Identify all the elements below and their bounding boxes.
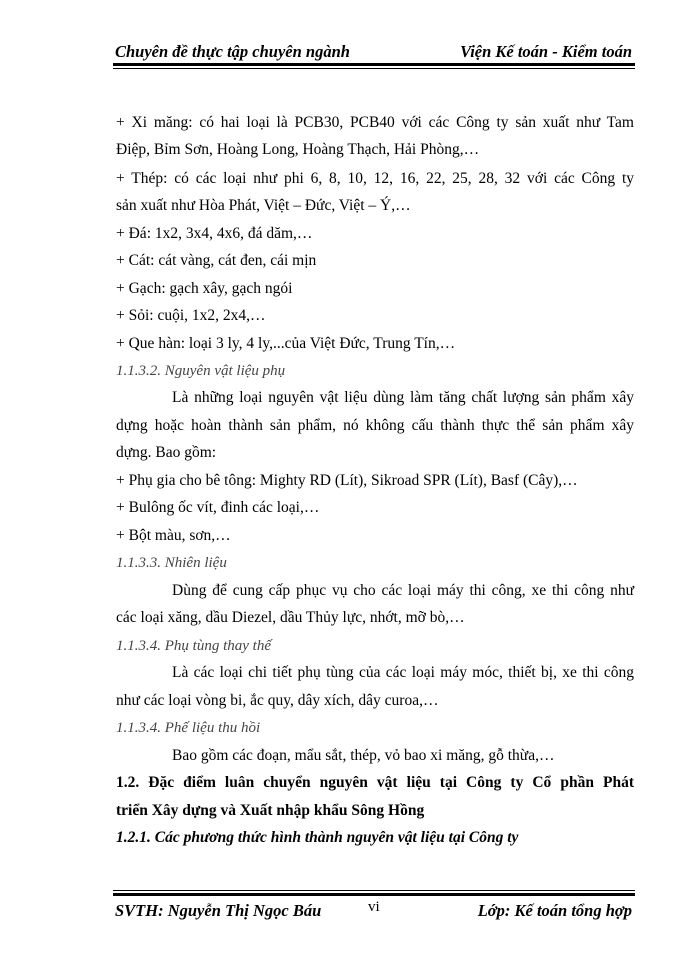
list-item: + Gạch: gạch xây, gạch ngói [116, 280, 293, 297]
list-item: + Bulông ốc vít, đinh các loại,… [116, 499, 320, 516]
header-right-title: Viện Kế toán - Kiểm toán [460, 42, 632, 61]
list-item: + Que hàn: loại 3 ly, 4 ly,...của Việt Đức, Trung Tín,… [116, 335, 456, 352]
section-heading: triển Xây dựng và Xuất nhập khẩu Sông Hồng [116, 802, 425, 819]
section-heading: 1.2. Đặc điểm luân chuyển nguyên vật liệu tại Công ty Cổ phần Phát [116, 774, 634, 791]
footer-student-name: SVTH: Nguyễn Thị Ngọc Báu [115, 901, 322, 920]
page-footer [113, 897, 635, 921]
paragraph-line: Là các loại chi tiết phụ tùng của các loại máy móc, thiết bị, xe thi công [172, 664, 634, 681]
list-item: + Bột màu, sơn,… [116, 527, 231, 544]
header-rule-thick [113, 63, 635, 66]
footer-rule-thick [113, 893, 635, 896]
subsection-heading: 1.1.3.4. Phế liệu thu hồi [116, 720, 261, 736]
subsection-heading: 1.1.3.3. Nhiên liệu [116, 555, 227, 571]
header-left-title: Chuyên đề thực tập chuyên ngành [115, 42, 350, 61]
paragraph-line: Điệp, Bỉm Sơn, Hoàng Long, Hoàng Thạch, Hải Phòng,… [116, 141, 480, 158]
subsection-heading: 1.2.1. Các phương thức hình thành nguyên vật liệu tại Công ty [116, 829, 519, 846]
paragraph-line: như các loại vòng bi, ắc quy, dây xích, dây curoa,… [116, 692, 439, 709]
paragraph-line: + Thép: có các loại như phi 6, 8, 10, 12, 16, 22, 25, 28, 32 với các Công ty [116, 170, 634, 187]
paragraph-line: Bao gồm các đoạn, mẩu sắt, thép, vỏ bao xi măng, gỗ thừa,… [172, 747, 555, 764]
header-rule-thin [113, 68, 635, 69]
subsection-heading: 1.1.3.4. Phụ tùng thay thế [116, 638, 271, 654]
paragraph-line: các loại xăng, dầu Diezel, dầu Thủy lực, nhớt, mỡ bò,… [116, 609, 465, 626]
list-item: + Phụ gia cho bê tông: Mighty RD (Lít), Sikroad SPR (Lít), Basf (Cây),… [116, 472, 578, 489]
list-item: + Sỏi: cuội, 1x2, 2x4,… [116, 307, 266, 324]
paragraph-line: dựng hoặc hoàn thành sản phẩm, nó không cấu thành thực thể sản phẩm xây [116, 417, 634, 434]
paragraph-line: Dùng để cung cấp phục vụ cho các loại máy thi công, xe thi công như [172, 582, 634, 599]
list-item: + Đá: 1x2, 3x4, 4x6, đá dăm,… [116, 225, 313, 242]
subsection-heading: 1.1.3.2. Nguyên vật liệu phụ [116, 363, 286, 379]
footer-class-name: Lớp: Kế toán tổng hợp [477, 901, 632, 920]
paragraph-line: dựng. Bao gồm: [116, 444, 217, 461]
page-number: vi [368, 899, 380, 915]
footer-rule-thin [113, 890, 635, 891]
paragraph-line: Là những loại nguyên vật liệu dùng làm tăng chất lượng sản phẩm xây [172, 389, 634, 406]
paragraph-line: sản xuất như Hòa Phát, Việt – Đức, Việt – Ý,… [116, 197, 411, 214]
page-header [113, 38, 635, 62]
list-item: + Cát: cát vàng, cát đen, cái mịn [116, 252, 317, 269]
paragraph-line: + Xi măng: có hai loại là PCB30, PCB40 với các Công ty sản xuất như Tam [116, 114, 634, 131]
